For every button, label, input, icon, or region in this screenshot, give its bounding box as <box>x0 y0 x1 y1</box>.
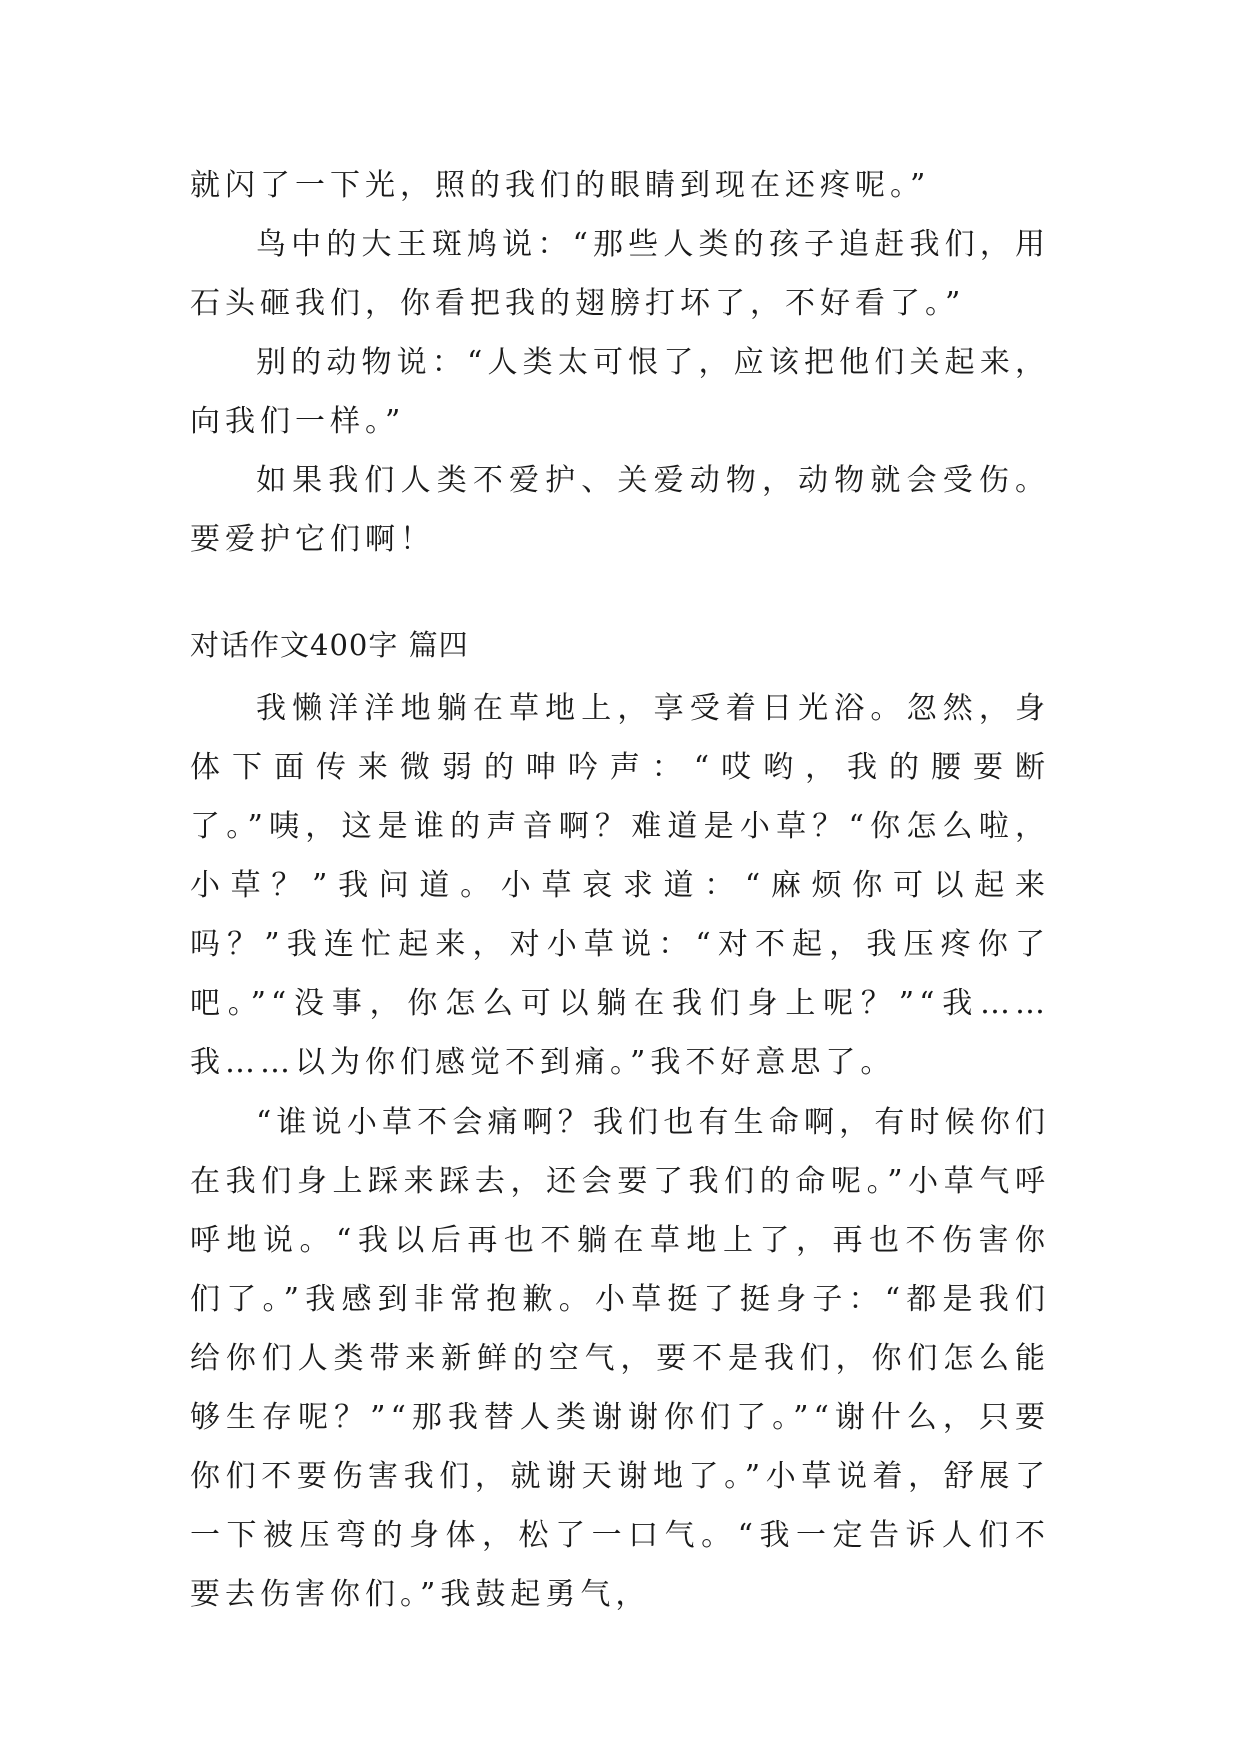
paragraph-grass-dialogue: 我懒洋洋地躺在草地上，享受着日光浴。忽然，身体下面传来微弱的呻吟声：“哎哟，我的腰要断了。”咦，这是谁的声音啊？难道是小草？“你怎么啦，小草？”我问道。小草哀求道：“麻烦你可以起来吗？”我连忙起来，对小草说：“对不起，我压疼你了吧。”“没事，你怎么可以躺在我们身上呢？”“我……我……以为你们感觉不到痛。”我不好意思了。 <box>190 691 1050 1080</box>
paragraph-turtledove: 鸟中的大王斑鸠说：“那些人类的孩子追赶我们，用石头砸我们，你看把我的翅膀打坏了，不好看了。” <box>190 227 1050 321</box>
paragraph-other-animals: 别的动物说：“人类太可恨了，应该把他们关起来，向我们一样。” <box>190 345 1050 439</box>
paragraph-conclusion: 如果我们人类不爱护、关爱动物，动物就会受伤。要爱护它们啊！ <box>190 463 1050 557</box>
paragraph-grass-reply: “谁说小草不会痛啊？我们也有生命啊，有时候你们在我们身上踩来踩去，还会要了我们的命呢。”小草气呼呼地说。“我以后再也不躺在草地上了，再也不伤害你们了。”我感到非常抱歉。小草挺了挺身子：“都是我们给你们人类带来新鲜的空气，要不是我们，你们怎么能够生存呢？”“那我替人类谢谢你们了。”“谢什么，只要你们不要伤害我们，就谢天谢地了。”小草说着，舒展了一下被压弯的身体，松了一口气。“我一定告诉人们不要去伤害你们。”我鼓起勇气， <box>190 1105 1050 1612</box>
section-heading: 对话作文400字 篇四 <box>190 628 469 662</box>
paragraph-continuation: 就闪了一下光，照的我们的眼睛到现在还疼呢。” <box>190 168 931 203</box>
